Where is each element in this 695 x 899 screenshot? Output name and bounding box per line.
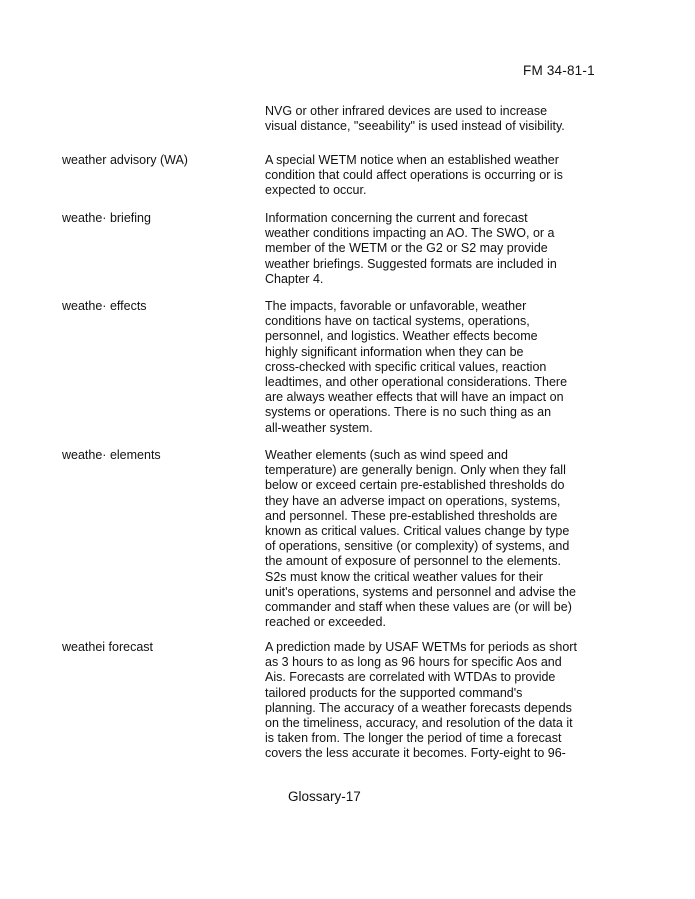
definition-line: commander and staff when these values are (or will be) bbox=[265, 600, 572, 615]
page-label: Glossary-17 bbox=[288, 789, 361, 804]
definition-line: systems or operations. There is no such thing as an bbox=[265, 405, 552, 420]
definition-line: all-weather system. bbox=[265, 420, 373, 435]
glossary-definition bbox=[265, 211, 595, 287]
definition-line: conditions have on tactical systems, operations, bbox=[265, 314, 530, 329]
definition-line: are always weather effects that will have an impact on bbox=[265, 390, 564, 405]
glossary-term: weathe· briefing bbox=[62, 211, 151, 225]
definition-line: and personnel. These pre-established thresholds are bbox=[265, 508, 558, 523]
definition-line: of operations, sensitive (or complexity) of systems, and bbox=[265, 539, 570, 554]
definition-line: known as critical values. Critical values change by type bbox=[265, 524, 570, 539]
glossary-definition bbox=[265, 640, 595, 762]
glossary-definition bbox=[265, 299, 595, 436]
definition-line: temperature) are generally benign. Only when they fall bbox=[265, 463, 566, 478]
definition-line: weather conditions impacting an AO. The SWO, or a bbox=[265, 226, 555, 241]
definition-line: expected to occur. bbox=[265, 183, 367, 198]
definition-line: Information concerning the current and forecast bbox=[265, 211, 528, 225]
document-id: FM 34-81-1 bbox=[523, 63, 595, 78]
definition-line: leadtimes, and other operational considerations. There bbox=[265, 375, 568, 390]
definition-line: as 3 hours to as long as 96 hours for specific Aos and bbox=[265, 655, 562, 670]
definition-line: S2s must know the critical weather values for their bbox=[265, 569, 543, 584]
definition-line: reached or exceeded. bbox=[265, 615, 386, 630]
glossary-term: weathei forecast bbox=[62, 640, 154, 654]
definition-line: the amount of exposure of personnel to the elements. bbox=[265, 554, 562, 569]
definition-line: unit's operations, systems and personnel and advise the bbox=[265, 584, 576, 599]
definition-line: A prediction made by USAF WETMs for periods as short bbox=[265, 640, 577, 654]
definition-line: they have an adverse impact on operations, systems, bbox=[265, 493, 561, 508]
definition-line: planning. The accuracy of a weather forecasts depends bbox=[265, 700, 572, 715]
definition-line: on the timeliness, accuracy, and resolution of the data it bbox=[265, 716, 573, 731]
definition-line: covers the less accurate it becomes. Forty-eight to 96- bbox=[265, 746, 566, 761]
definition-line: weather briefings. Suggested formats are included in bbox=[265, 256, 557, 271]
definition-line: The impacts, favorable or unfavorable, weather bbox=[265, 299, 527, 313]
definition-line: is taken from. The longer the period of time a forecast bbox=[265, 731, 562, 746]
definition-line: A special WETM notice when an established weather bbox=[265, 153, 559, 167]
definition-line: below or exceed certain pre-established thresholds do bbox=[265, 478, 565, 493]
glossary-term: weather advisory (WA) bbox=[62, 153, 188, 167]
definition-line: cross-checked with specific critical values, reaction bbox=[265, 359, 547, 374]
continuation-definition bbox=[265, 104, 595, 134]
glossary-definition bbox=[265, 153, 595, 199]
definition-line: member of the WETM or the G2 or S2 may provide bbox=[265, 241, 548, 256]
definition-line: Ais. Forecasts are correlated with WTDAs to provide bbox=[265, 670, 556, 685]
definition-line: tailored products for the supported command's bbox=[265, 685, 523, 700]
glossary-term: weathe· elements bbox=[62, 448, 161, 462]
definition-line: condition that could affect operations is occurring or is bbox=[265, 168, 563, 183]
definition-line: visual distance, "seeability" is used instead of visibility. bbox=[265, 119, 565, 134]
glossary-definition bbox=[265, 448, 595, 630]
definition-line: Chapter 4. bbox=[265, 271, 324, 286]
definition-line: personnel, and logistics. Weather effects become bbox=[265, 329, 538, 344]
definition-line: NVG or other infrared devices are used to increase bbox=[265, 104, 548, 118]
definition-line: highly significant information when they can be bbox=[265, 344, 524, 359]
glossary-term: weathe· effects bbox=[62, 299, 147, 313]
definition-line: Weather elements (such as wind speed and bbox=[265, 448, 508, 462]
